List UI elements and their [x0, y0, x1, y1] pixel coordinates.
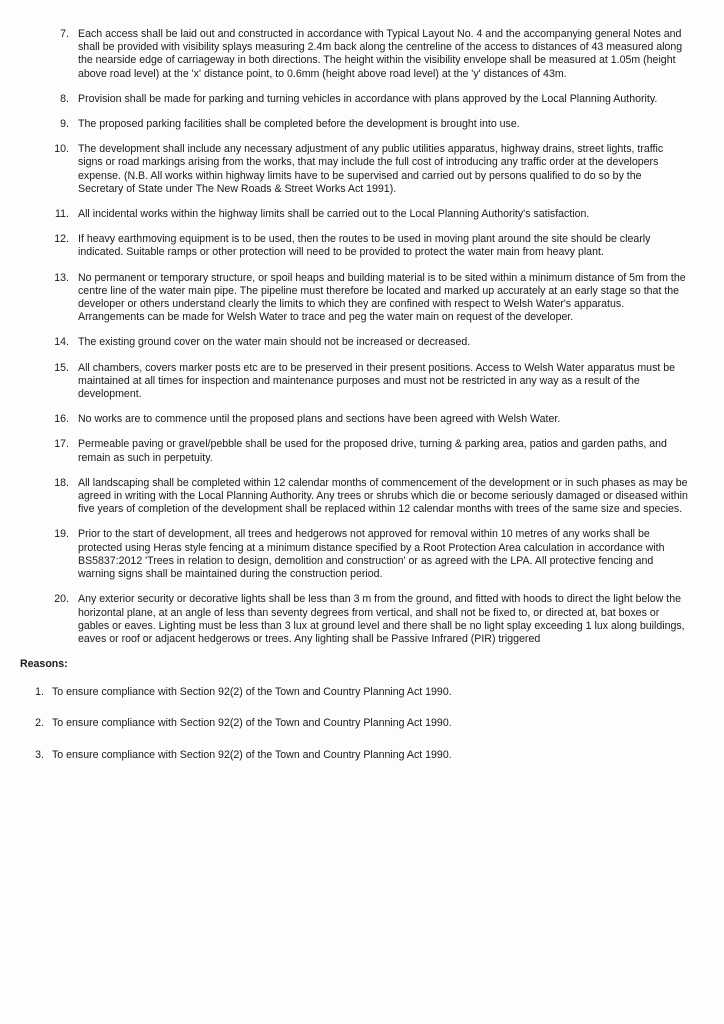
condition-text: Each access shall be laid out and constructed in accordance with Typical Layout No. 4 and the accompanying general Notes and shall be provided with visibility splays measuring 2.4m back along the centreline of the access to distances of 43 measured along the nearside edge of carriageway in both directions. The height within the visibility envelope shall be measured at 1.05m (height above road level) at the 'x' distance point, to 0.6mm (height above road level) at the 'y' distances of 43m.	[78, 28, 683, 80]
condition-text: All chambers, covers marker posts etc are to be preserved in their present positions. Access to Welsh Water apparatus must be maintained at all times for inspection and maintenance purposes and must not be restricted in any way as a result of the development.	[78, 361, 676, 401]
condition-text: Any exterior security or decorative lights shall be less than 3 m from the ground, and fitted with hoods to direct the light below the horizontal plane, at an angle of less than seventy degrees from vertical, and shall not be fixed to, or directed at, bat boxes or gables or eaves. Lighting must be less than 3 lux at ground level and there shall be no light splay exceeding 1 lux along buildings, eaves or roof or adjacent hedgerows or trees. Any lighting shall be Passive Infrared (PIR) triggered	[78, 593, 685, 645]
condition-text: If heavy earthmoving equipment is to be used, then the routes to be used in moving plant around the site should be clearly indicated. Suitable ramps or other protection will need to be provided to protect the water main from heavy plant.	[78, 233, 651, 259]
condition-number: 12.	[54, 233, 69, 246]
condition-item	[20, 593, 688, 646]
reason-text: To ensure compliance with Section 92(2) of the Town and Country Planning Act 1990.	[52, 717, 452, 730]
condition-text: No permanent or temporary structure, or spoil heaps and building material is to be sited within a minimum distance of 5m from the centre line of the water main pipe. The pipeline must therefore be located and marked up accurately at an early stage so that the developer or others understand clearly the limits to which they are confined with respect to Welsh Water's apparatus. Arrangements can be made for Welsh Water to trace and peg the water main on request of the developer.	[78, 271, 686, 324]
condition-text: All incidental works within the highway limits shall be carried out to the Local Planning Authority's satisfaction.	[78, 208, 590, 221]
reasons-heading: Reasons:	[20, 658, 68, 671]
condition-item	[20, 413, 688, 426]
condition-item	[20, 233, 688, 259]
condition-number: 16.	[54, 413, 69, 426]
reason-text: To ensure compliance with Section 92(2) of the Town and Country Planning Act 1990.	[52, 748, 452, 761]
condition-number: 8.	[60, 92, 69, 105]
condition-text: The proposed parking facilities shall be completed before the development is brought into use.	[78, 118, 520, 131]
reason-text: To ensure compliance with Section 92(2) of the Town and Country Planning Act 1990.	[52, 686, 452, 699]
condition-text: No works are to commence until the proposed plans and sections have been agreed with Welsh Water.	[78, 413, 561, 426]
condition-item	[20, 438, 688, 464]
condition-number: 15.	[54, 361, 69, 374]
reason-number: 3.	[35, 748, 44, 761]
condition-item	[20, 208, 688, 221]
condition-text: Permeable paving or gravel/pebble shall be used for the proposed drive, turning & parking area, patios and garden paths, and remain as such in perpetuity.	[78, 438, 667, 464]
conditions-list	[20, 28, 688, 646]
condition-text: The development shall include any necessary adjustment of any public utilities apparatus, highway drains, street lights, traffic signs or road markings arising from the works, that may include the full cost of introducing any traffic order at the developers expense. (N.B. All works within highway limits have to be supervised and carried out by persons qualified to do so by the Secretary of State under The New Roads & Street Works Act 1991).	[78, 143, 664, 195]
condition-item	[20, 28, 688, 81]
condition-item	[20, 118, 688, 131]
condition-number: 11.	[55, 208, 69, 221]
condition-number: 7.	[60, 28, 69, 40]
condition-number: 20.	[54, 593, 69, 606]
reason-number: 2.	[35, 717, 44, 730]
condition-number: 10.	[54, 143, 69, 156]
reason-item	[20, 717, 688, 730]
condition-text: Prior to the start of development, all trees and hedgerows not approved for removal within 10 metres of any works shall be protected using Heras style fencing at a minimum distance specified by a Root Protection Area calculation in accordance with BS5837:2012 'Trees in relation to design, demolition and construction' or as agreed with the LPA. All protective fencing and warning signs shall be maintained during the construction period.	[78, 528, 665, 581]
condition-item	[20, 93, 688, 106]
condition-number: 9.	[60, 118, 69, 131]
condition-number: 18.	[54, 476, 69, 489]
reason-number: 1.	[35, 686, 44, 699]
condition-item	[20, 477, 688, 517]
reason-item	[20, 749, 688, 762]
condition-item	[20, 362, 688, 402]
condition-number: 17.	[54, 438, 69, 451]
reason-item	[20, 686, 688, 699]
condition-number: 13.	[54, 271, 69, 284]
condition-item	[20, 272, 688, 325]
condition-text: All landscaping shall be completed within 12 calendar months of commencement of the development or in such phases as may be agreed in writing with the Local Planning Authority. Any trees or shrubs which die or become seriously damaged or diseased within five years of completion of the development shall be replaced within 12 calendar months with trees of the same size and species.	[78, 476, 688, 516]
condition-item	[20, 336, 688, 349]
condition-number: 14.	[54, 336, 69, 349]
condition-item	[20, 143, 688, 196]
condition-text: Provision shall be made for parking and turning vehicles in accordance with plans approved by the Local Planning Authority.	[78, 92, 658, 105]
condition-number: 19.	[54, 528, 69, 541]
reasons-list	[20, 686, 688, 762]
condition-item	[20, 528, 688, 581]
condition-text: The existing ground cover on the water main should not be increased or decreased.	[78, 336, 471, 349]
